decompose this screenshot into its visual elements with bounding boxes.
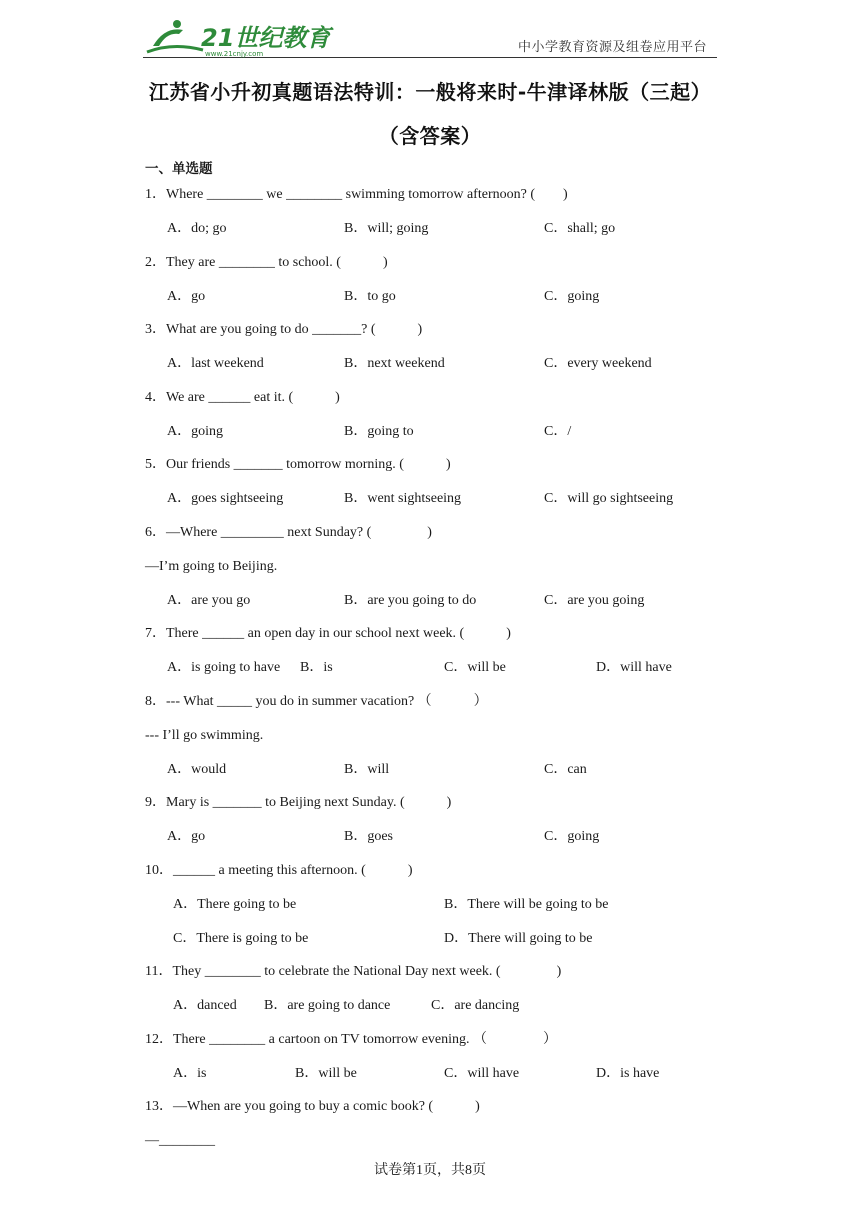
page-header [143, 16, 717, 58]
question-13-answer-line: —________ [145, 1133, 215, 1148]
question-4: 4．We are ______ eat it. ( ) [145, 390, 340, 405]
question-7: 7．There ______ an open day in our school next week. ( ) [145, 626, 511, 641]
question-10: 10．______ a meeting this afternoon. ( ) [145, 863, 413, 878]
option-a: A．would [167, 762, 227, 777]
option-b: B．There will be going to be [444, 897, 609, 912]
option-b: B．will; going [344, 221, 429, 236]
option-b: B．to go [344, 289, 396, 304]
option-b: B．will be [295, 1066, 357, 1081]
option-a: A．go [167, 829, 206, 844]
logo-text: 21世纪教育 [201, 24, 331, 52]
option-d: D．There will going to be [444, 931, 593, 946]
option-c: C．going [544, 289, 600, 304]
logo-url: www.21cnjy.com [205, 50, 264, 58]
question-5: 5．Our friends _______ tomorrow morning. ( ) [145, 457, 451, 472]
option-a: A．go [167, 289, 206, 304]
option-c: C．are dancing [431, 998, 520, 1013]
question-11: 11．They ________ to celebrate the National Day next week. ( ) [145, 964, 562, 979]
page-subtitle: （含答案） [378, 124, 482, 148]
option-b: B．is [300, 660, 333, 675]
page-footer: 试卷第1页，共8页 [374, 1163, 486, 1178]
option-c: C．can [544, 762, 587, 777]
option-a: A．goes sightseeing [167, 491, 284, 506]
platform-name: 中小学教育资源及组卷应用平台 [517, 39, 707, 54]
question-13: 13．—When are you going to buy a comic book? ( ) [145, 1099, 480, 1114]
option-a: A．do; go [167, 221, 227, 236]
option-a: A．is [173, 1066, 207, 1081]
question-3: 3．What are you going to do _______? ( ) [145, 322, 423, 337]
option-c: C．going [544, 829, 600, 844]
option-c: C．will go sightseeing [544, 491, 674, 506]
question-6-answer-line: —I’m going to Beijing. [145, 559, 278, 574]
option-b: B．went sightseeing [344, 491, 462, 506]
question-8-answer-line: --- I’ll go swimming. [145, 728, 264, 743]
option-c: C．every weekend [544, 356, 652, 371]
question-12: 12．There ________ a cartoon on TV tomorrow evening. （ ） [145, 1032, 558, 1047]
question-9: 9．Mary is _______ to Beijing next Sunday. ( ) [145, 795, 452, 810]
option-c: C．are you going [544, 593, 645, 608]
option-a: A．are you go [167, 593, 251, 608]
option-c: C．There is going to be [173, 931, 309, 946]
option-b: B．goes [344, 829, 393, 844]
option-c: C．will be [444, 660, 506, 675]
site-logo [143, 16, 331, 58]
option-c: C．shall; go [544, 221, 616, 236]
option-a: A．going [167, 424, 223, 439]
option-a: A．is going to have [167, 660, 281, 675]
option-b: B．next weekend [344, 356, 445, 371]
option-c: C．/ [544, 424, 572, 439]
option-b: B．are you going to do [344, 593, 477, 608]
question-1: 1．Where ________ we ________ swimming tomorrow afternoon? ( ) [145, 187, 568, 202]
section-heading: 一、单选题 [145, 161, 213, 177]
question-6: 6．—Where _________ next Sunday? ( ) [145, 525, 432, 540]
option-a: A．last weekend [167, 356, 264, 371]
question-8: 8．--- What _____ you do in summer vacation? （ ） [145, 694, 488, 709]
page-title: 江苏省小升初真题语法特训：一般将来时-牛津译林版（三起） [148, 80, 712, 104]
option-a: A．There going to be [173, 897, 297, 912]
option-d: D．will have [596, 660, 672, 675]
option-b: B．are going to dance [264, 998, 391, 1013]
option-b: B．going to [344, 424, 414, 439]
option-c: C．will have [444, 1066, 520, 1081]
option-b: B．will [344, 762, 390, 777]
question-2: 2．They are ________ to school. ( ) [145, 255, 388, 270]
option-d: D．is have [596, 1066, 660, 1081]
option-a: A．danced [173, 998, 237, 1013]
